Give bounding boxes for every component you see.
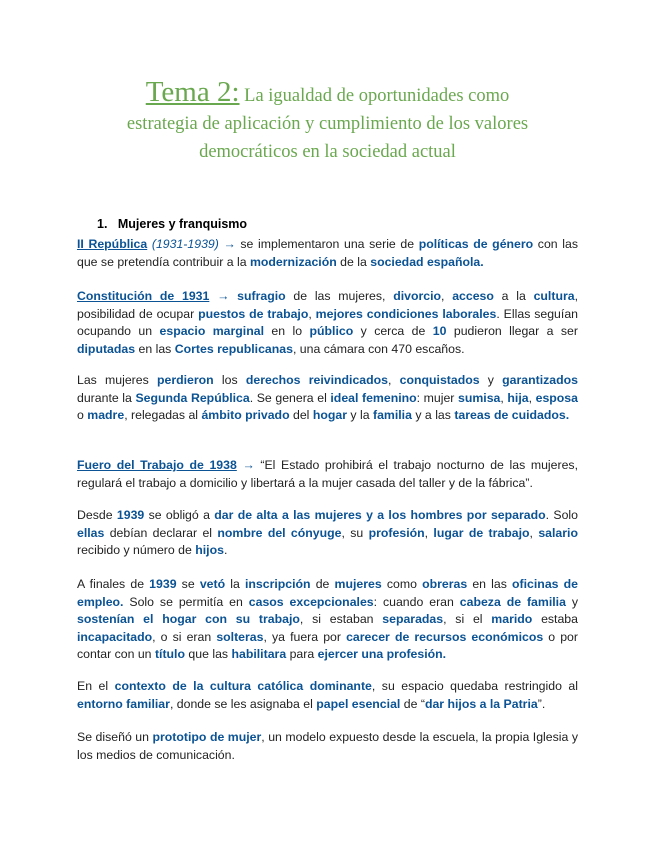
emphasis-text: perdieron	[156, 373, 214, 387]
body-text: o por contar con un	[77, 629, 578, 661]
emphasis-text: cultura	[533, 289, 575, 303]
emphasis-text: acceso	[452, 289, 494, 303]
heading-link-text: II República	[77, 237, 148, 251]
emphasis-text: hogar	[312, 408, 347, 422]
emphasis-text: ejercer una profesión.	[317, 647, 447, 661]
paragraph-veto-inscripcion	[77, 576, 578, 664]
emphasis-text: lugar de trabajo	[433, 525, 530, 540]
body-text: , si estaban	[299, 612, 383, 626]
emphasis-text: sociedad española.	[370, 254, 484, 269]
emphasis-text: ámbito privado	[201, 408, 290, 422]
body-text: ,	[424, 525, 434, 540]
emphasis-text: derechos reivindicados	[245, 373, 389, 387]
tema-label: Tema 2:	[145, 76, 240, 108]
emphasis-text: entorno familiar	[77, 696, 170, 711]
body-text: de las mujeres,	[285, 289, 394, 303]
body-text: , una cámara con 470 escaños.	[292, 341, 465, 356]
emphasis-text: salario	[538, 525, 578, 540]
emphasis-text: sufragio	[237, 289, 286, 303]
emphasis-text: garantizados	[502, 373, 578, 387]
body-text: ,	[308, 306, 316, 321]
paragraph-cultura-catolica	[77, 678, 578, 713]
emphasis-text: oficinas de empleo.	[77, 577, 578, 609]
emphasis-text: nombre del cónyuge	[217, 525, 342, 540]
body-text: A finales de	[77, 577, 150, 591]
body-text: , o si eran	[152, 629, 217, 644]
body-text: pudieron llegar a ser	[446, 324, 578, 338]
body-text: , posibilidad de ocupar	[77, 289, 578, 321]
emphasis-text: madre	[87, 408, 125, 422]
emphasis-text: conquistados	[399, 373, 480, 387]
body-text: Desde	[77, 508, 117, 522]
body-text: estaba	[532, 612, 578, 626]
emphasis-text: Cortes republicanas	[174, 341, 293, 356]
body-text: . Se genera el	[249, 390, 331, 405]
paragraph-alta-separado	[77, 507, 578, 560]
body-text: , ya fuera por	[263, 629, 347, 644]
body-text: : cuando eran	[373, 594, 460, 609]
emphasis-text: incapacitado	[77, 629, 153, 644]
body-text: de “	[400, 696, 425, 711]
body-text: , un modelo expuesto desde la escuela, la propia Iglesia y los medios de comunicación.	[77, 730, 578, 762]
body-text: Se diseñó un	[77, 730, 153, 744]
emphasis-text: mujeres	[334, 577, 382, 591]
emphasis-text: hijos	[195, 543, 224, 557]
emphasis-text: profesión	[368, 525, 425, 540]
emphasis-text: diputadas	[77, 341, 136, 356]
body-text: ,	[388, 373, 400, 387]
body-text: ,	[500, 390, 508, 405]
body-text: : mujer	[416, 390, 458, 405]
italic-dates: (1931-1939)	[151, 237, 219, 251]
body-text: del	[289, 408, 313, 422]
body-text: , su espacio quedaba restringido al	[371, 679, 578, 693]
body-text: la	[225, 577, 245, 591]
paragraph-segunda-republica	[77, 236, 578, 271]
emphasis-text: solteras	[216, 629, 264, 644]
document-title	[60, 78, 595, 166]
body-text: Las mujeres	[77, 373, 157, 387]
body-text: “El Estado prohibirá el trabajo nocturno de las mujeres, regulará el trabajo a domicilio y libertará a la mujer casada del taller y de la fábrica”.	[77, 458, 578, 490]
emphasis-text: casos excepcionales	[248, 594, 374, 609]
body-text: en las	[467, 577, 513, 591]
emphasis-text: dar de alta a las mujeres y a los hombres por separado	[214, 508, 546, 522]
emphasis-text: cabeza de familia	[459, 594, 566, 609]
emphasis-text: vetó	[199, 577, 226, 591]
paragraph-prototipo-mujer	[77, 729, 578, 764]
body-text: y cerca de	[353, 324, 433, 338]
body-text: ”.	[537, 696, 546, 711]
emphasis-text: políticas de género	[418, 237, 534, 251]
emphasis-text: puestos de trabajo	[198, 306, 309, 321]
body-text: ,	[441, 289, 453, 303]
body-text: para	[286, 647, 318, 661]
emphasis-text: sostenían el hogar con su trabajo	[77, 612, 300, 626]
emphasis-text: 1939	[149, 577, 177, 591]
arrow-symbol: →	[218, 237, 241, 251]
body-text: se obligó a	[144, 508, 215, 522]
title-text-1: La igualdad de oportunidades como	[244, 86, 510, 106]
body-text: debían declarar el	[104, 525, 218, 540]
emphasis-text: prototipo de mujer	[152, 730, 262, 744]
section-title: Mujeres y franquismo	[117, 217, 248, 231]
emphasis-text: dar hijos a la Patria	[424, 696, 538, 711]
body-text: en lo	[264, 324, 310, 338]
body-text: En el	[77, 679, 115, 693]
title-line-1	[60, 78, 595, 110]
body-text: y	[565, 594, 579, 609]
body-text: ,	[528, 390, 536, 405]
body-text: con las que se pretendía contribuir a la	[77, 237, 578, 269]
body-text: . Ellas seguían ocupando un	[77, 306, 578, 338]
emphasis-text: obreras	[422, 577, 468, 591]
emphasis-text: modernización	[249, 254, 337, 269]
arrow-symbol: →	[209, 289, 238, 303]
emphasis-text: título	[154, 647, 185, 661]
body-text: , donde se les asignaba el	[169, 696, 317, 711]
heading-link-text: Constitución de 1931	[77, 289, 210, 303]
emphasis-text: ellas	[77, 525, 105, 540]
emphasis-text: divorcio	[393, 289, 442, 303]
emphasis-text: 10	[432, 324, 447, 338]
emphasis-text: esposa	[535, 390, 578, 405]
arrow-symbol: →	[236, 458, 261, 472]
body-text: Solo se permitía en	[123, 594, 249, 609]
body-text: de la	[336, 254, 371, 269]
body-text: los	[213, 373, 246, 387]
paragraph-derechos-perdidos	[77, 372, 578, 425]
paragraph-fuero-trabajo	[77, 457, 578, 492]
body-text: durante la	[77, 390, 136, 405]
body-text: recibido y número de	[77, 543, 196, 557]
body-text: a la	[493, 289, 534, 303]
paragraph-constitucion-1931	[77, 288, 578, 358]
body-text: de	[310, 577, 335, 591]
body-text: o	[77, 408, 88, 422]
body-text: y	[479, 373, 503, 387]
section-heading	[97, 217, 247, 231]
emphasis-text: habilitara	[231, 647, 287, 661]
emphasis-text: contexto de la cultura católica dominante	[114, 679, 372, 693]
body-text: .	[223, 543, 228, 557]
emphasis-text: marido	[491, 612, 533, 626]
emphasis-text: ideal femenino	[330, 390, 417, 405]
section-number: 1.	[97, 217, 108, 231]
body-text: . Solo	[545, 508, 579, 522]
heading-link-text: Fuero del Trabajo de 1938	[77, 458, 237, 472]
emphasis-text: mejores condiciones laborales	[315, 306, 497, 321]
emphasis-text: hija	[507, 390, 529, 405]
body-text: y a las	[411, 408, 455, 422]
body-text: , su	[341, 525, 369, 540]
body-text: , relegadas al	[124, 408, 202, 422]
body-text: ,	[529, 525, 539, 540]
title-line-2: estrategia de aplicación y cumplimiento de los valores	[126, 114, 529, 134]
body-text: en las	[135, 341, 175, 356]
emphasis-text: tareas de cuidados.	[454, 408, 570, 422]
emphasis-text: Segunda República	[135, 390, 250, 405]
body-text: , si el	[443, 612, 492, 626]
title-line-3: democráticos en la sociedad actual	[199, 142, 456, 162]
emphasis-text: público	[309, 324, 354, 338]
emphasis-text: inscripción	[244, 577, 311, 591]
emphasis-text: espacio marginal	[159, 324, 264, 338]
body-text: se	[176, 577, 200, 591]
emphasis-text: separadas	[382, 612, 444, 626]
emphasis-text: carecer de recursos económicos	[346, 629, 544, 644]
body-text: que las	[184, 647, 232, 661]
body-text: como	[381, 577, 423, 591]
emphasis-text: papel esencial	[316, 696, 401, 711]
body-text: se implementaron una serie de	[240, 237, 419, 251]
emphasis-text: familia	[372, 408, 412, 422]
body-text: y la	[347, 408, 373, 422]
emphasis-text: 1939	[116, 508, 145, 522]
emphasis-text: sumisa	[458, 390, 501, 405]
